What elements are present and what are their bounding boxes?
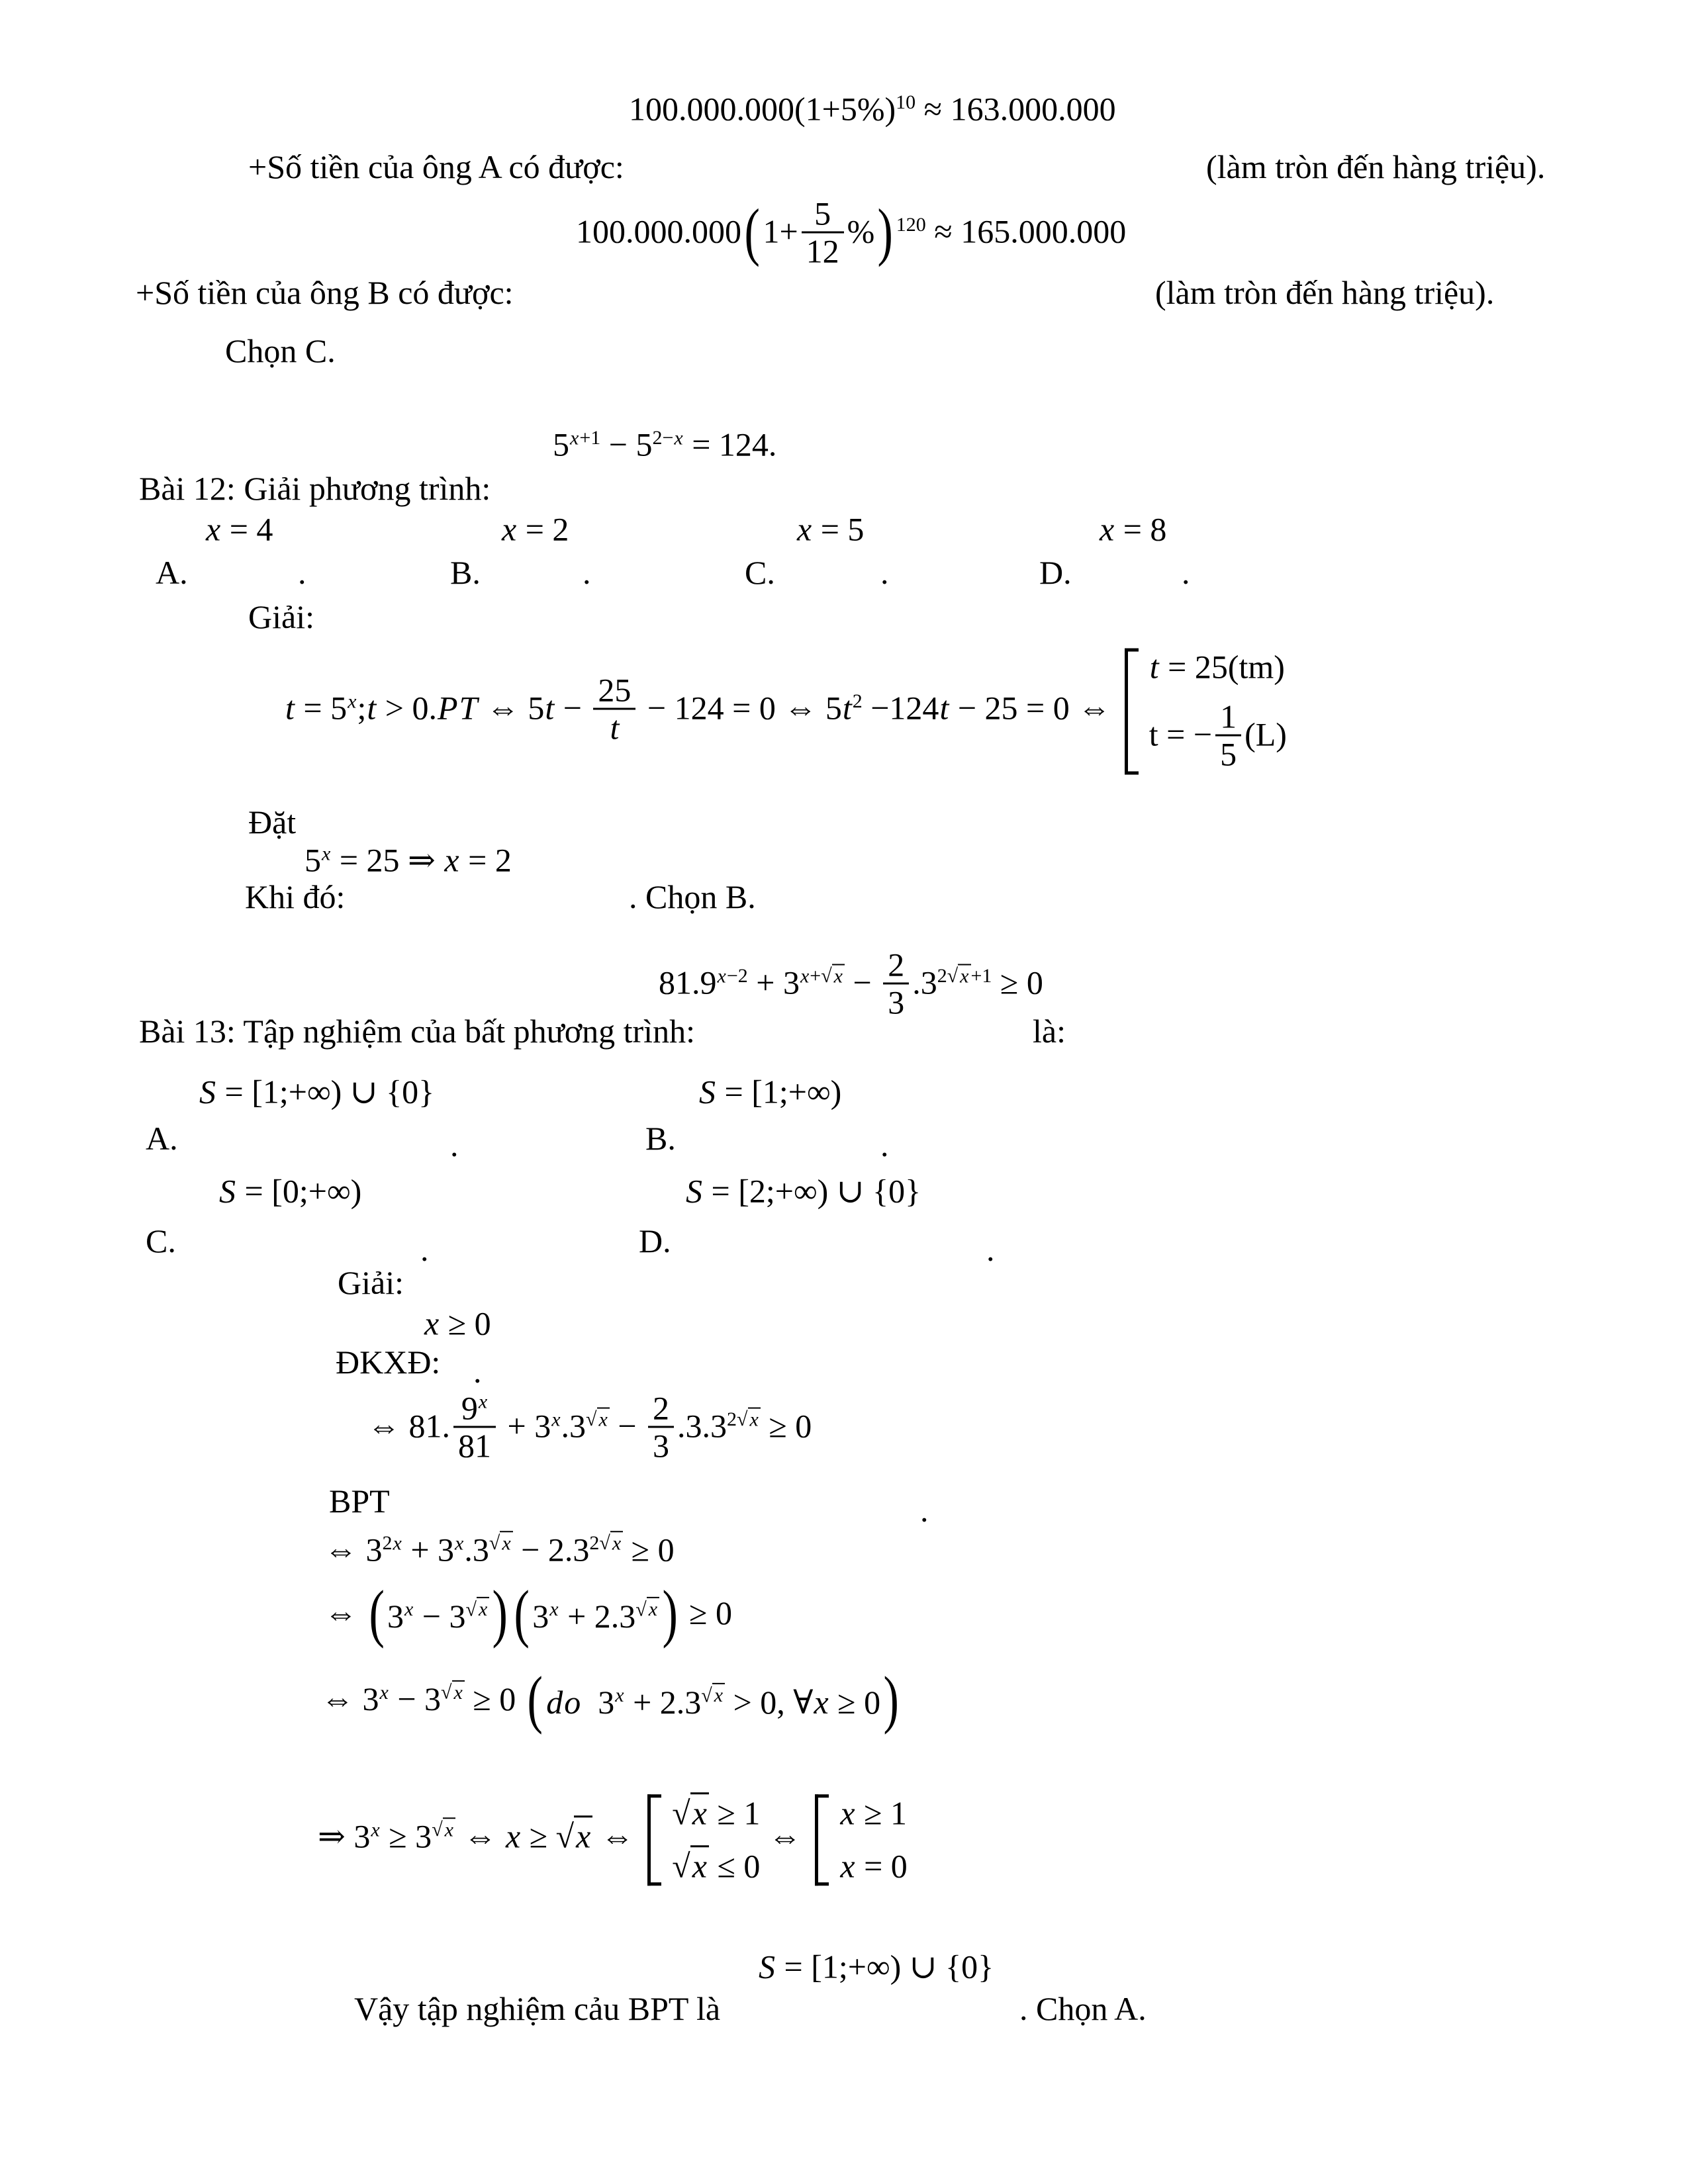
text-round-a: (làm tròn đến hàng triệu). — [1206, 148, 1546, 185]
option-12-c-value: x = 5 — [797, 510, 865, 548]
equation-12-main: $t = 5^x;t > 0.PT$ ⇔ 5t − $\frac{25}{t}$ − 124 = 0 ⇔ $5t^2 -124t - 25 = 0$ ⇔ t = 25(tm) t = − $\frac{1}{5}$ (L) — [285, 649, 1287, 775]
step-4: ⇒ $3^x \ge 3^{√ x}$ ⇔ x ≥ √x ⇔ √x ≥ 1 √x ≤ 0 ⇔ x ≥ 1 x = 0 — [318, 1794, 908, 1886]
chosen-answer-a: . Chọn A. — [1019, 1990, 1147, 2027]
option-13-b-value: S = [1;+∞) — [699, 1073, 842, 1111]
bpt-label: BPT — [329, 1482, 390, 1520]
option-12-d-value: x = 8 — [1100, 510, 1167, 548]
chosen-answer-c: Chọn C. — [225, 332, 336, 369]
solution-label-12: Giải: — [248, 598, 314, 635]
option-12-b-period: . — [583, 554, 591, 591]
option-13-d-period: . — [986, 1231, 995, 1268]
bpt-math: ⇔ 81. $\frac{9^x}{81}$ + $3^x.3^{√ x}$ − $\frac{2}{3}$ $.3.3^{2√ x} \ge 0$ — [367, 1389, 812, 1465]
text-round-b: (làm tròn đến hàng triệu). — [1155, 274, 1495, 311]
step-1: ⇔ $3^{2x} + 3^x.3^{√ x} - 2.3^{2√ x} \ge 0$ — [324, 1531, 675, 1569]
text-sum-a: +Số tiền của ông A có được: — [248, 148, 624, 185]
option-13-d-value: S = [2;+∞) ∪ {0} — [686, 1172, 921, 1210]
option-12-d-label: D. — [1039, 554, 1072, 591]
option-13-b-period: . — [880, 1126, 889, 1163]
dkxd-period: . — [473, 1353, 482, 1390]
option-12-a-label: A. — [156, 554, 188, 591]
bpt-period: . — [920, 1492, 929, 1529]
option-13-a-value: S = [1;+∞) ∪ {0} — [199, 1073, 435, 1111]
step-3: ⇔ $3^x - 3^{√ x} \ge 0$ ( do $3^x + 2.3^{√ x} > 0$, ∀x ≥ 0) — [321, 1663, 900, 1735]
option-13-a-label: A. — [146, 1120, 178, 1157]
option-13-c-value: S = [0;+∞) — [219, 1172, 362, 1210]
problem-12-title: Bài 12: Giải phương trình: — [139, 470, 491, 507]
option-12-d-period: . — [1182, 554, 1190, 591]
la-label: là: — [1033, 1013, 1066, 1050]
text-sum-b: +Số tiền của ông B có được: — [136, 274, 514, 311]
khido-math: $5^x = 25$ ⇒ x = 2 — [305, 841, 512, 879]
option-12-a-period: . — [298, 554, 306, 591]
dat-label: Đặt — [248, 803, 297, 841]
option-12-b-value: x = 2 — [502, 510, 569, 548]
final-solution-set: S = [1;+∞) ∪ {0} — [759, 1948, 994, 1985]
option-12-b-label: B. — [450, 554, 481, 591]
option-12-a-value: x = 4 — [206, 510, 273, 548]
formula-interest-b: 100.000.000(1+ $\frac{5}{12}$ %) $^{120}$ ≈ 165.000.000 — [576, 195, 1127, 270]
option-13-a-period: . — [450, 1126, 459, 1163]
conclusion-text: Vậy tập nghiệm cảu BPT là — [354, 1990, 721, 2027]
dkxd-label: ĐKXĐ: — [336, 1343, 441, 1381]
chosen-answer-b: . Chọn B. — [629, 878, 756, 915]
option-13-c-label: C. — [146, 1222, 176, 1259]
dkxd-math: x ≥ 0 — [424, 1304, 491, 1342]
problem-13-title: Bài 13: Tập nghiệm của bất phương trình: — [139, 1013, 695, 1050]
solution-label-13: Giải: — [338, 1264, 404, 1301]
equation-12: $5^{x+1} - 5^{2-x} = 124$. — [553, 426, 777, 463]
equation-13: $81.9^{x-2} + 3^{x+√ x}$ − $\frac{2}{3}$ $.3^{2√ x +1} \ge 0$ — [659, 946, 1043, 1021]
option-12-c-label: C. — [745, 554, 775, 591]
khido-label: Khi đó: — [245, 878, 346, 915]
option-13-d-label: D. — [639, 1222, 671, 1259]
option-13-b-label: B. — [645, 1120, 676, 1157]
option-12-c-period: . — [880, 554, 889, 591]
option-13-c-period: . — [420, 1231, 429, 1268]
step-2: ⇔ $(3^x - 3^{√ x})(3^x + 2.3^{√ x}) \ge 0$ — [324, 1577, 732, 1649]
formula-interest-a: $100.000.000(1+5\%)^{10} \approx 163.000.000$ — [629, 90, 1116, 128]
